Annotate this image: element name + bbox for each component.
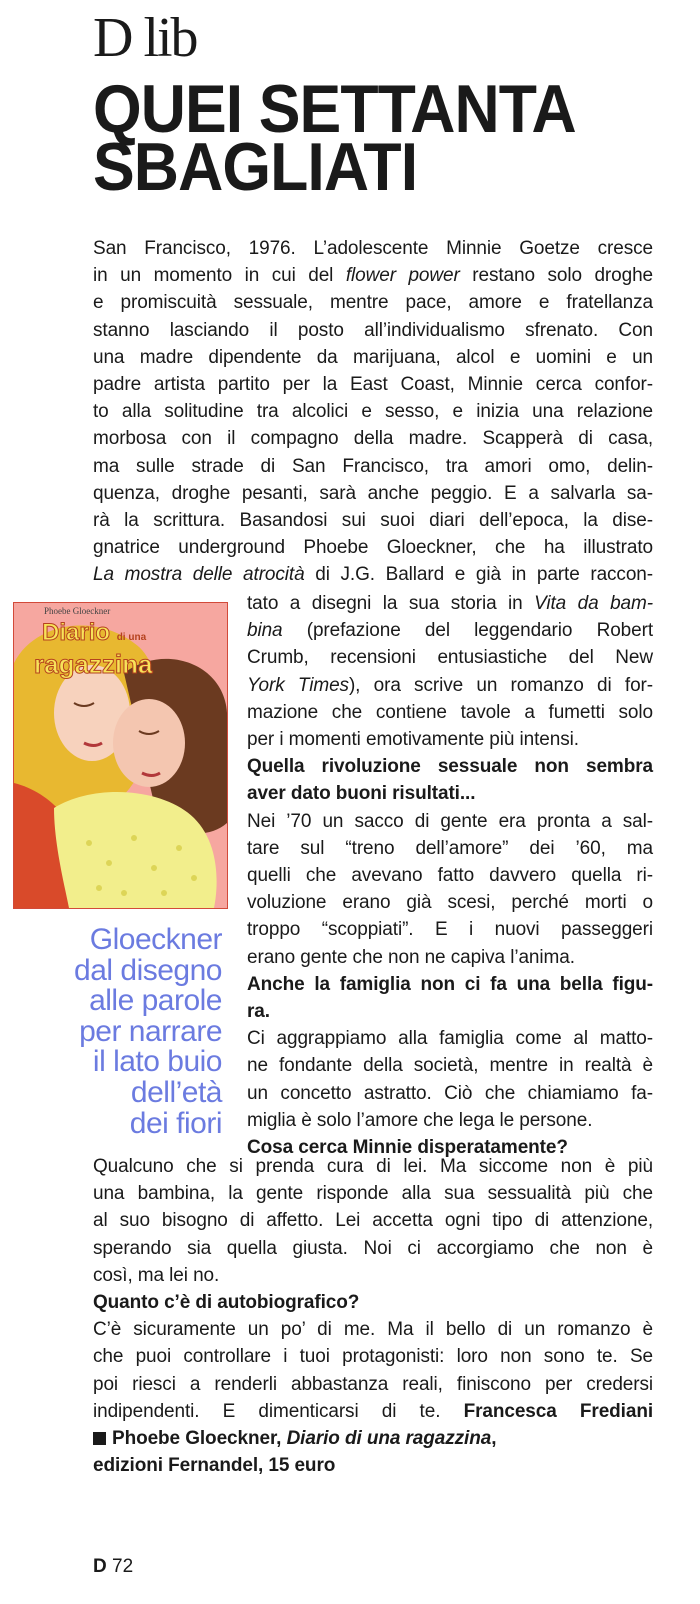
book-credit: Phoebe Gloeckner, Diario di una ragazzina, — [93, 1425, 653, 1452]
answer-1-line: Nei ’70 un sacco di gente era pronta a sal- — [247, 810, 653, 832]
pull-quote-line: Gloeckner — [89, 923, 222, 956]
answer-2-line: ne fondante della società, mentre in realtà è — [247, 1055, 653, 1077]
magazine-mark: D — [93, 1556, 107, 1577]
text-line: morbosa con il compagno della madre. Scapperà di casa, — [93, 428, 653, 450]
answer-2-line: un concetto astratto. Ciò che chiamiamo fa- — [247, 1082, 653, 1104]
answer-4-line: poi riesci a renderli abbastanza reali, finiscono per credersi — [93, 1373, 653, 1395]
closing-column — [93, 1153, 653, 1479]
page-number: 72 — [112, 1556, 134, 1577]
text-line: York Times), ora scrive un romanzo di for- — [247, 674, 654, 696]
question-4: Quanto c’è di autobiografico? — [93, 1292, 360, 1314]
question-3: Cosa cerca Minnie disperatamente? — [247, 1137, 568, 1159]
question-2-cont: ra. — [247, 1001, 270, 1023]
text-line: San Francisco, 1976. L’adolescente Minnie Goetze cresce — [93, 238, 653, 259]
narrow-column — [247, 590, 653, 1161]
answer-3-line: sperando sia quella giusta. Noi ci accorgiamo che non è — [93, 1237, 653, 1259]
headline-line-2: SBAGLIATI — [93, 129, 418, 205]
question-1-cont: aver dato buoni risultati... — [247, 783, 476, 805]
pull-quote — [58, 925, 222, 1139]
text-line: quenza, droghe pesanti, sarà anche peggio. E a salvarla sa- — [93, 482, 653, 504]
cover-title-line-2: ragazzina — [34, 649, 153, 679]
answer-3-line: Qualcuno che si prenda cura di lei. Ma siccome non è più — [93, 1156, 653, 1177]
text-line: stanno lasciando il posto all’individualismo sfrenato. Con — [93, 319, 653, 341]
answer-4-line: indipendenti. E dimenticarsi di te. Francesca Frediani — [93, 1400, 653, 1422]
pull-quote-line: dal disegno — [74, 953, 222, 987]
answer-2-line: miglia è solo l’amore che lega le persone. — [247, 1109, 593, 1131]
pull-quote-line: alle parole — [89, 984, 222, 1018]
pull-quote-line: dell’età — [130, 1075, 222, 1109]
answer-3-line: così, ma lei no. — [93, 1264, 220, 1286]
page-footer — [93, 1553, 133, 1581]
pull-quote-line: dei fiori — [129, 1106, 222, 1140]
book-credit-publisher: edizioni Fernandel, 15 euro — [93, 1455, 336, 1477]
answer-3-line: al suo bisogno di affetto. Lei accetta ogni tipo di attenzione, — [93, 1210, 653, 1232]
text-line: gnatrice underground Phoebe Gloeckner, che ha illustrato — [93, 537, 653, 559]
text-line: Crumb, recensioni entusiastiche del New — [247, 647, 653, 669]
text-line: per i momenti emotivamente più intensi. — [247, 729, 579, 751]
cover-title-line-1: Diario di una — [42, 619, 147, 646]
cover-author: Phoebe Gloeckner — [44, 606, 111, 616]
text-line: e promiscuità sessuale, mentre pace, amore e fratellanza — [93, 292, 653, 314]
pull-quote-line: per narrare — [79, 1014, 222, 1048]
answer-1-line: quelli che avevano fatto davvero quella ri- — [247, 865, 653, 887]
headline-line-1: QUEI SETTANTA — [93, 71, 576, 147]
text-line: tato a disegni la sua storia in Vita da bam- — [247, 593, 653, 614]
question-2: Anche la famiglia non ci fa una bella figu- — [247, 973, 653, 995]
answer-3-line: una bambina, la gente risponde alla sua sessualità più che — [93, 1183, 653, 1205]
answer-1-line: voluzione erano già scesi, perché morti o — [247, 892, 653, 914]
text-line: in un momento in cui del flower power restano solo droghe — [93, 265, 654, 287]
answer-1-line: erano gente che non ne capiva l’anima. — [247, 946, 575, 968]
text-line: padre artista partito per la East Coast, Minnie cerca confor- — [93, 374, 653, 396]
article-author: Francesca Frediani — [463, 1400, 653, 1422]
text-line: ma sulle strade di San Francisco, tra amori omo, delin- — [93, 455, 653, 477]
article-headline — [93, 71, 627, 205]
text-line: rà la scrittura. Basandosi sui suoi diari dell’epoca, la dise- — [93, 510, 653, 532]
pull-quote-line: il lato buio — [92, 1045, 222, 1079]
lead-paragraph — [93, 235, 653, 589]
section-tag: D lib — [93, 7, 197, 69]
answer-4-line: che puoi controllare i tuoi protagonisti: loro non sono te. Se — [93, 1346, 653, 1368]
text-line: una madre dipendente da marijuana, alcol e uomini e un — [93, 346, 653, 368]
text-line: mazione che contiene tavole a fumetti solo — [247, 701, 653, 723]
answer-1-line: troppo “scoppiati”. E i nuovi passeggeri — [247, 919, 653, 941]
text-line: La mostra delle atrocità di J.G. Ballard e già in parte raccon- — [93, 564, 653, 586]
question-1: Quella rivoluzione sessuale non sembra — [247, 756, 653, 778]
answer-2-line: Ci aggrappiamo alla famiglia come al matto- — [247, 1028, 653, 1050]
answer-4-line: C’è sicuramente un po’ di me. Ma il bello di un romanzo è — [93, 1319, 653, 1341]
book-cover-image — [13, 602, 228, 909]
text-line: to alla solitudine tra alcolici e sesso, e inizia una relazione — [93, 401, 653, 423]
text-line: bina (prefazione del leggendario Robert — [247, 620, 653, 642]
square-bullet-icon — [93, 1432, 106, 1445]
answer-1-line: tare sul “treno dell’amore” dei ’60, ma — [247, 837, 653, 859]
